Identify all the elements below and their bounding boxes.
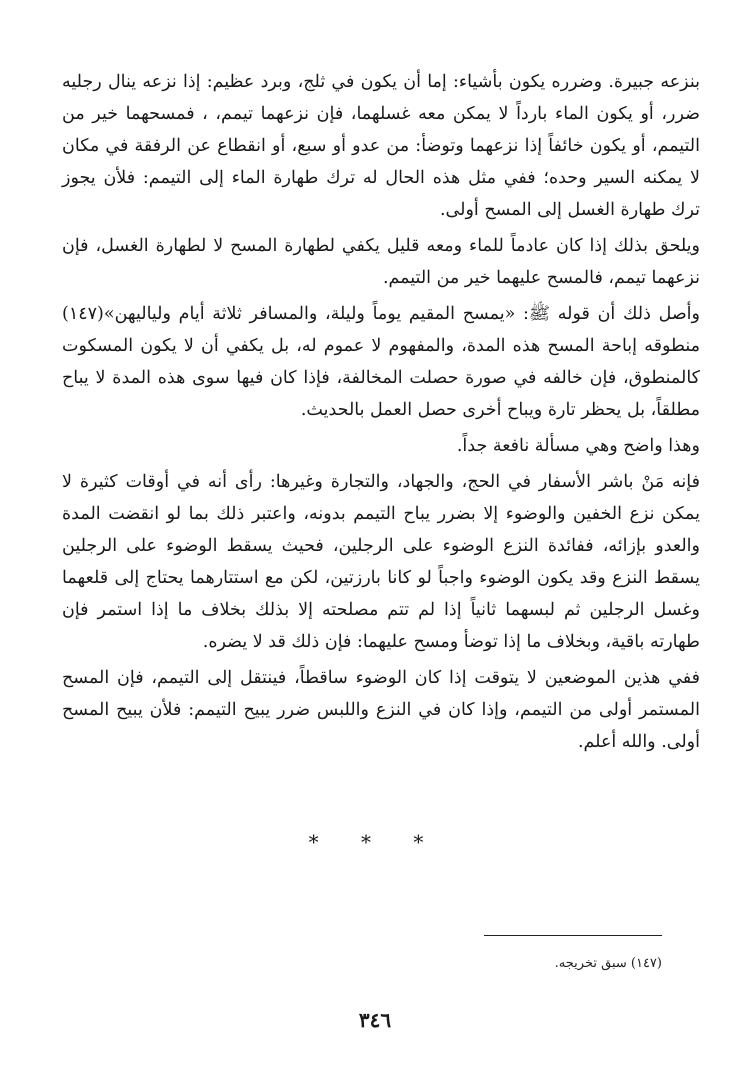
paragraph-3: وأصل ذلك أن قوله ﷺ: «يمسح المقيم يوماً وليلة، والمسافر ثلاثة أيام ولياليهن»(١٤٧) منطوقه إباحة المسح هذه المدة، والمفهوم لا عموم له، بل يكفي أن لا يكون المسكوت كالمنطوق، فإن خالفه في صورة حصلت المخالفة، فإذا كان فيها سوى هذه المدة لا يباح مطلقاً، بل يحظر تارة ويباح أخرى حصل العمل بالحديث. xyxy=(62,304,700,420)
footnote-divider xyxy=(484,935,662,936)
page-number: ٣٤٦ xyxy=(358,1008,392,1032)
paragraph-6: ففي هذين الموضعين لا يتوقت إذا كان الوضوء ساقطاً، فينتقل إلى التيمم، فإن المسح المستمر أولى من التيمم، وإذا كان في النزع واللبس ضرر يبيح التيمم: فلأن يبيح المسح أولى. والله أعلم. xyxy=(62,668,700,752)
paragraph-2: ويلحق بذلك إذا كان عادماً للماء ومعه قليل يكفي لطهارة المسح لا لطهارة الغسل، فإن نزعهما تيمم، فالمسح عليهما خير من التيمم. xyxy=(62,236,700,288)
paragraph-5: فإنه مَنْ باشر الأسفار في الحج، والجهاد، والتجارة وغيرها: رأى أنه في أوقات كثيرة لا يمكن نزع الخفين والوضوء إلا بضرر يباح التيمم بدونه، واعتبر ذلك بما لو انقضت المدة والعدو بإزائه، ففائدة النزع الوضوء على الرجلين، فحيث يسقط الوضوء على الرجلين يسقط النزع وقد يكون الوضوء واجباً لو كانا بارزتين، لكن مع استتارهما يحتاج إلى قلعهما وغسل الرجلين ثم لبسهما ثانياً إذا لم تتم مصلحته إلا بذلك بخلاف ما إذا استمر فإن طهارته باقية، وبخلاف ما إذا توضأ ومسح عليهما: فإن ذلك قد لا يضره. xyxy=(62,472,700,652)
page-body xyxy=(62,66,700,762)
paragraph-4: وهذا واضح وهي مسألة نافعة جداً. xyxy=(456,436,700,456)
section-separator: * * * xyxy=(308,830,442,854)
footnote: (١٤٧) سبق تخريجه. xyxy=(554,956,662,971)
paragraph-1: بنزعه جبيرة. وضرره يكون بأشياء: إما أن يكون في ثلج، وبرد عظيم: إذا نزعه ينال رجليه ضرر، أو يكون الماء بارداً لا يمكن معه غسلهما، فإن نزعهما تيمم، ، فمسحهما خير من التيمم، أو يكون خائفاً إذا نزعهما وتوضأ: من عدو أو سبع، أو انقطاع عن الرفقة في مكان لا يمكنه السير وحده؛ ففي مثل هذه الحال له ترك طهارة الماء إلى التيمم: فلأن يجوز ترك طهارة الغسل إلى المسح أولى. xyxy=(62,72,700,220)
